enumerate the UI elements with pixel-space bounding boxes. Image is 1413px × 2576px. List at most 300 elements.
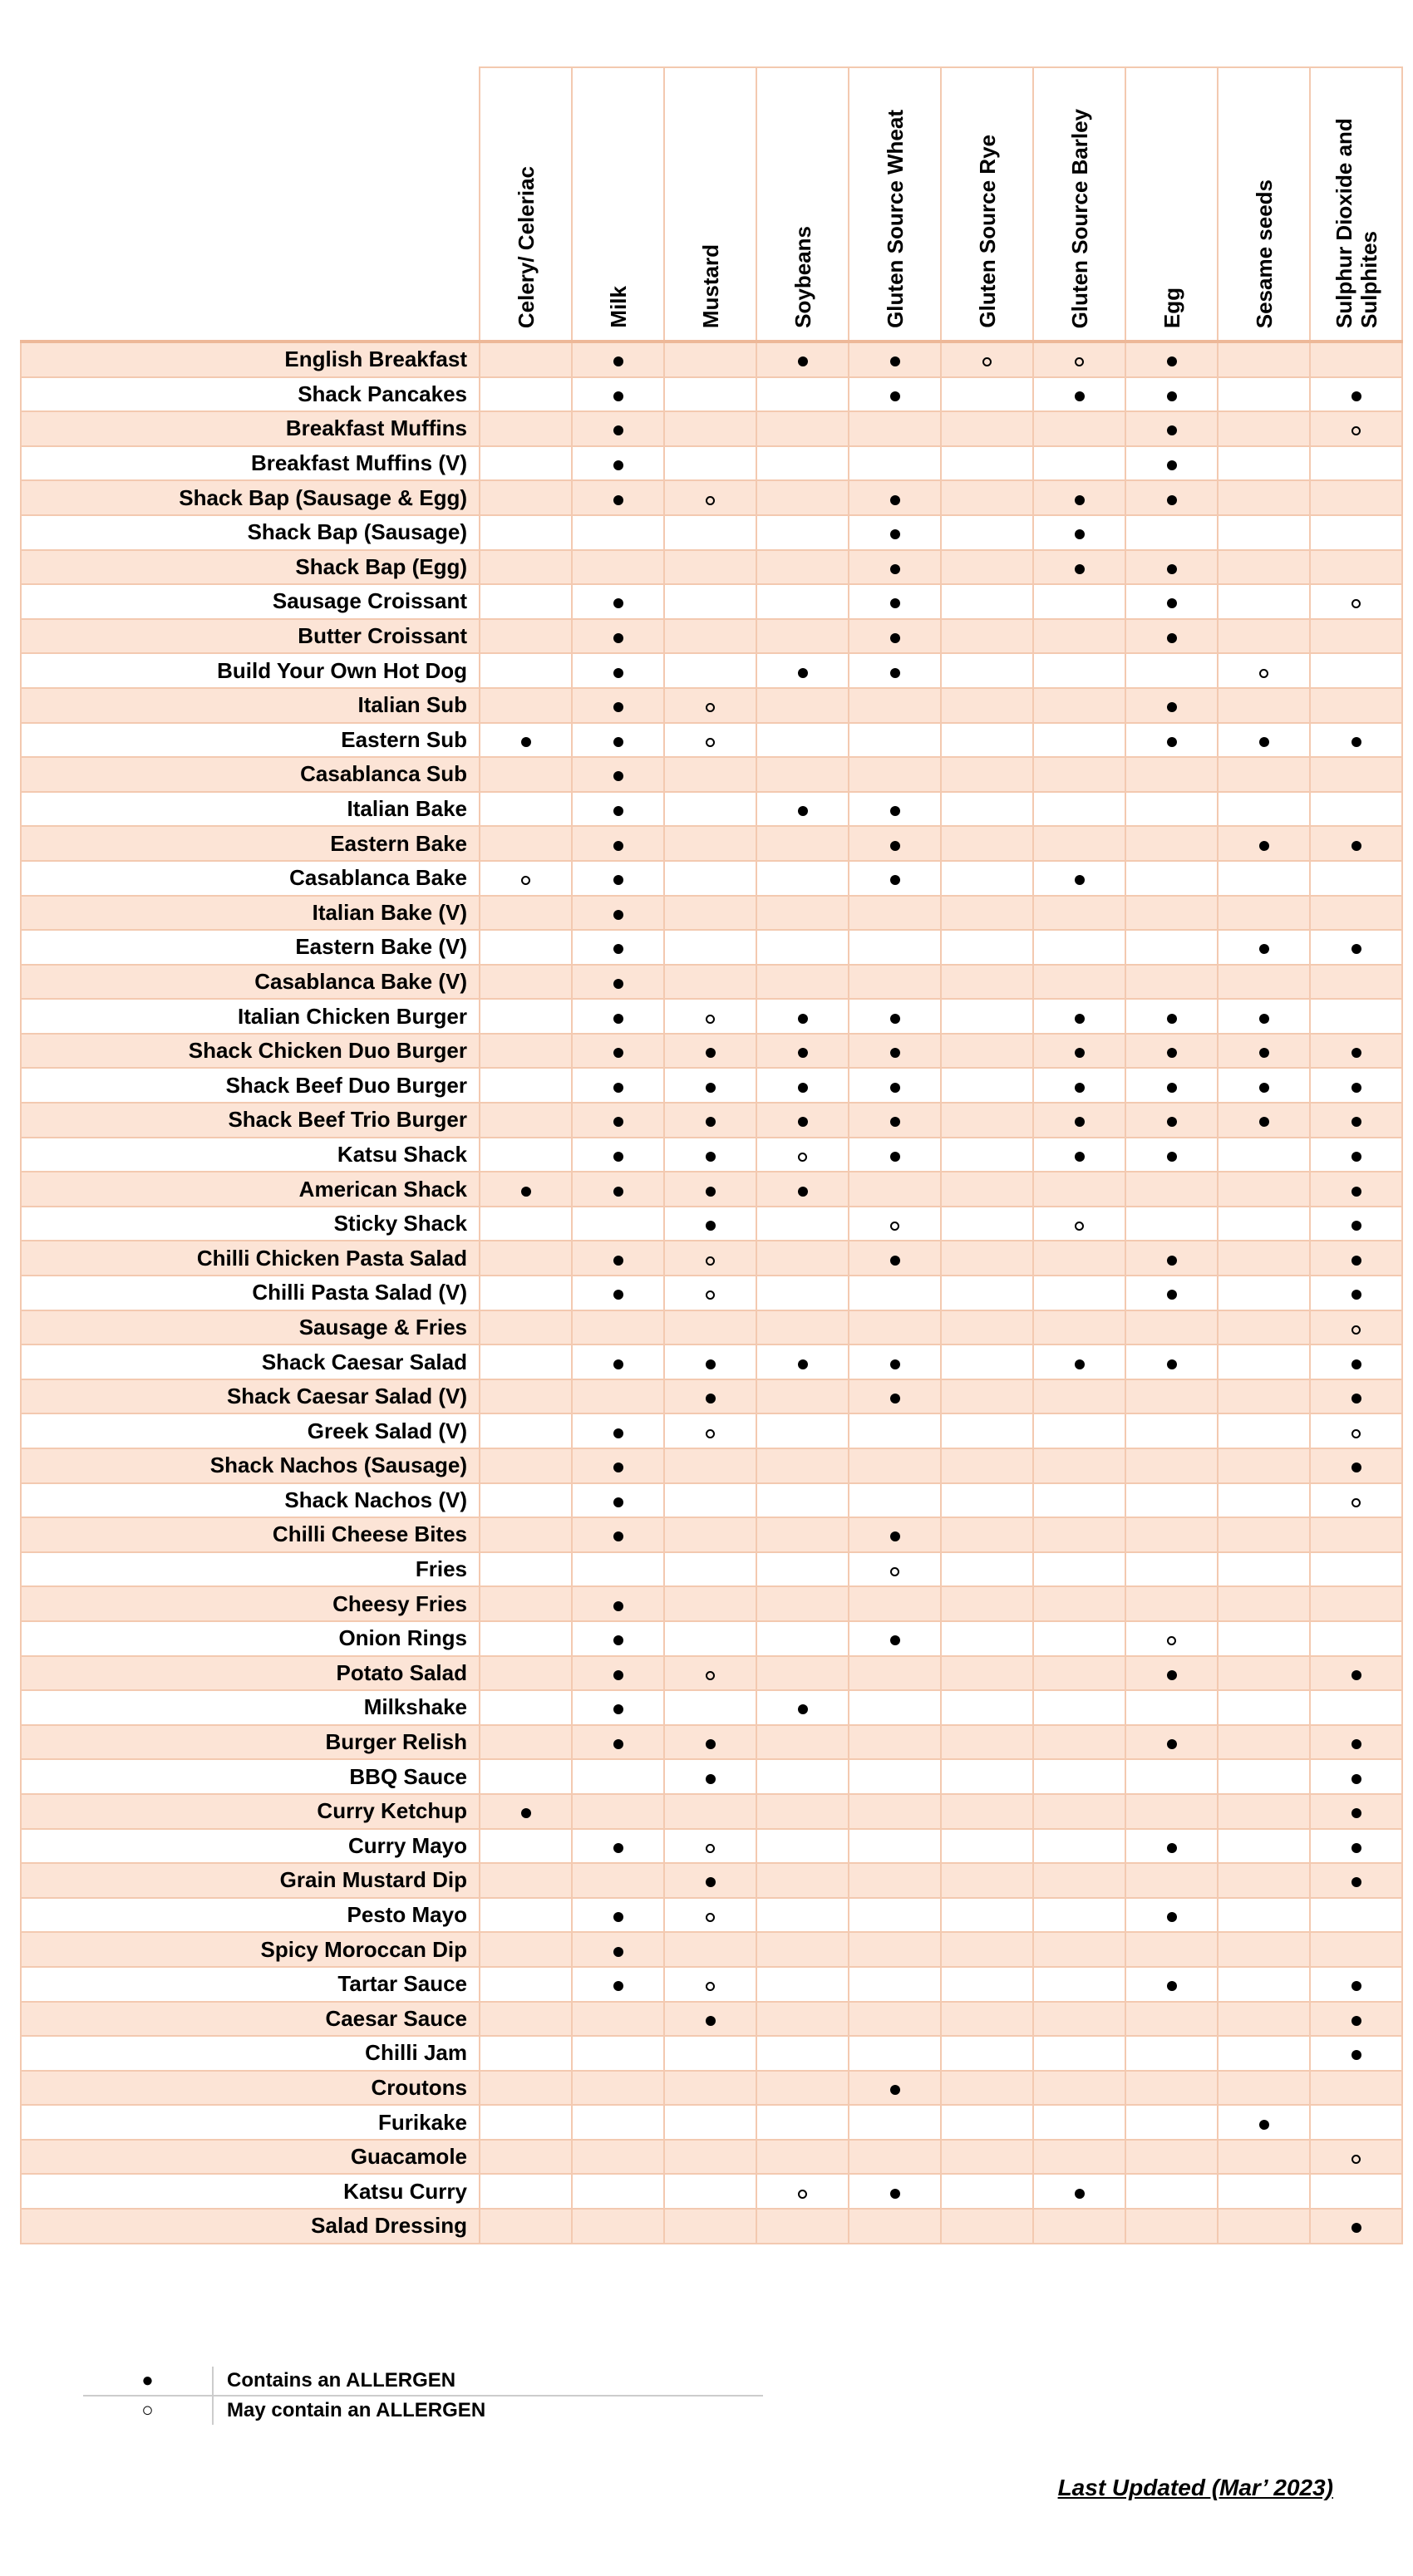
contains-mark bbox=[1167, 633, 1177, 643]
allergen-cell bbox=[664, 653, 756, 688]
table-row bbox=[21, 1068, 1402, 1103]
allergen-cell bbox=[756, 1379, 849, 1414]
allergen-cell bbox=[756, 792, 849, 827]
contains-mark bbox=[890, 598, 900, 608]
allergen-cell bbox=[1125, 1759, 1218, 1794]
contains-mark bbox=[613, 875, 623, 885]
contains-mark bbox=[1351, 1048, 1361, 1058]
contains-mark bbox=[1259, 1048, 1269, 1058]
allergen-cell bbox=[664, 1863, 756, 1898]
allergen-cell bbox=[849, 1413, 941, 1448]
allergen-cell bbox=[1033, 1207, 1125, 1241]
allergen-cell bbox=[1033, 757, 1125, 792]
contains-mark bbox=[1351, 1981, 1361, 1991]
allergen-cell bbox=[1310, 480, 1402, 515]
column-header bbox=[1218, 67, 1310, 342]
allergen-cell bbox=[480, 1898, 572, 1933]
contains-mark bbox=[1167, 737, 1177, 747]
allergen-cell bbox=[1125, 826, 1218, 861]
may-contain-mark bbox=[1167, 1636, 1176, 1645]
allergen-cell bbox=[664, 1517, 756, 1552]
contains-mark bbox=[706, 1774, 716, 1784]
allergen-cell bbox=[664, 1552, 756, 1587]
allergen-cell bbox=[1125, 1794, 1218, 1829]
allergen-cell bbox=[1218, 1690, 1310, 1725]
allergen-cell bbox=[664, 550, 756, 585]
contains-mark bbox=[613, 1428, 623, 1438]
table-row bbox=[21, 1794, 1402, 1829]
allergen-cell bbox=[756, 619, 849, 654]
allergen-cell bbox=[480, 826, 572, 861]
column-header bbox=[941, 67, 1033, 342]
allergen-cell bbox=[572, 2002, 664, 2037]
allergen-cell bbox=[1033, 480, 1125, 515]
contains-mark bbox=[613, 979, 623, 989]
contains-mark bbox=[1351, 1187, 1361, 1197]
allergen-cell bbox=[1310, 999, 1402, 1034]
allergen-cell bbox=[849, 1241, 941, 1276]
allergen-cell bbox=[941, 2140, 1033, 2175]
allergen-cell bbox=[756, 653, 849, 688]
allergen-cell bbox=[941, 1898, 1033, 1933]
allergen-cell bbox=[756, 930, 849, 965]
allergen-cell bbox=[480, 965, 572, 1000]
allergen-cell bbox=[849, 480, 941, 515]
allergen-cell bbox=[941, 1829, 1033, 1864]
allergen-cell bbox=[1125, 1379, 1218, 1414]
may-contain-mark bbox=[706, 1913, 715, 1922]
allergen-cell bbox=[572, 826, 664, 861]
allergen-cell bbox=[572, 2209, 664, 2244]
allergen-cell bbox=[572, 1517, 664, 1552]
contains-mark bbox=[1351, 1083, 1361, 1093]
contains-mark bbox=[706, 2016, 716, 2026]
menu-item-name: Cheesy Fries bbox=[21, 1586, 480, 1621]
allergen-cell bbox=[480, 2140, 572, 2175]
column-header bbox=[849, 67, 941, 342]
allergen-cell bbox=[756, 1276, 849, 1310]
contains-mark bbox=[613, 1843, 623, 1853]
contains-mark bbox=[706, 1152, 716, 1162]
allergen-cell bbox=[941, 999, 1033, 1034]
allergen-cell bbox=[756, 1586, 849, 1621]
contains-mark bbox=[1167, 1981, 1177, 1991]
allergen-cell bbox=[1218, 1552, 1310, 1587]
allergen-cell bbox=[1310, 1483, 1402, 1518]
allergen-cell bbox=[664, 1967, 756, 2002]
allergen-cell bbox=[1125, 342, 1218, 377]
allergen-cell bbox=[1310, 1345, 1402, 1379]
contains-mark bbox=[521, 737, 531, 747]
contains-mark bbox=[890, 1014, 900, 1024]
allergen-cell bbox=[1125, 1552, 1218, 1587]
allergen-cell bbox=[756, 1794, 849, 1829]
allergen-cell bbox=[572, 1725, 664, 1760]
allergen-cell bbox=[1033, 1967, 1125, 2002]
allergen-cell bbox=[1218, 792, 1310, 827]
may-contain-mark bbox=[706, 1290, 715, 1300]
allergen-cell bbox=[1218, 1138, 1310, 1172]
allergen-cell bbox=[1310, 1690, 1402, 1725]
allergen-cell bbox=[572, 1103, 664, 1138]
contains-mark bbox=[706, 1359, 716, 1369]
allergen-cell bbox=[849, 1552, 941, 1587]
allergen-cell bbox=[756, 1725, 849, 1760]
allergen-cell bbox=[941, 1552, 1033, 1587]
allergen-cell bbox=[941, 619, 1033, 654]
allergen-cell bbox=[941, 688, 1033, 723]
allergen-cell bbox=[572, 1863, 664, 1898]
contains-mark bbox=[613, 356, 623, 366]
allergen-cell bbox=[1310, 2174, 1402, 2209]
allergen-cell bbox=[1125, 584, 1218, 619]
contains-mark bbox=[1259, 1117, 1269, 1127]
contains-mark bbox=[1167, 1152, 1177, 1162]
allergen-cell bbox=[941, 584, 1033, 619]
may-contain-mark bbox=[1075, 357, 1084, 366]
allergen-cell bbox=[756, 2036, 849, 2071]
allergen-cell bbox=[849, 1932, 941, 1967]
allergen-cell bbox=[849, 826, 941, 861]
allergen-cell bbox=[1125, 619, 1218, 654]
allergen-cell bbox=[756, 861, 849, 896]
allergen-cell bbox=[572, 896, 664, 931]
contains-mark bbox=[1167, 1014, 1177, 1024]
allergen-cell bbox=[572, 999, 664, 1034]
allergen-cell bbox=[941, 757, 1033, 792]
allergen-cell bbox=[664, 930, 756, 965]
contains-mark bbox=[798, 356, 808, 366]
allergen-cell bbox=[1033, 1241, 1125, 1276]
contains-mark bbox=[613, 668, 623, 678]
menu-item-name: Croutons bbox=[21, 2071, 480, 2106]
allergen-cell bbox=[1033, 999, 1125, 1034]
allergen-cell bbox=[849, 1759, 941, 1794]
allergen-cell bbox=[1310, 2105, 1402, 2140]
table-row bbox=[21, 480, 1402, 515]
allergen-cell bbox=[572, 411, 664, 446]
allergen-cell bbox=[1310, 1967, 1402, 2002]
allergen-cell bbox=[1125, 411, 1218, 446]
contains-mark bbox=[890, 564, 900, 574]
allergen-cell bbox=[1218, 1586, 1310, 1621]
allergen-cell bbox=[849, 1310, 941, 1345]
allergen-cell bbox=[572, 1345, 664, 1379]
contains-mark bbox=[1259, 2120, 1269, 2130]
allergen-cell bbox=[756, 1207, 849, 1241]
contains-mark bbox=[613, 737, 623, 747]
allergen-cell bbox=[1125, 653, 1218, 688]
menu-item-name: Chilli Cheese Bites bbox=[21, 1517, 480, 1552]
allergen-cell bbox=[480, 619, 572, 654]
may-contain-label: May contain an ALLERGEN bbox=[227, 2399, 486, 2421]
allergen-cell bbox=[756, 1863, 849, 1898]
table-row bbox=[21, 1276, 1402, 1310]
allergen-cell bbox=[1033, 1690, 1125, 1725]
allergen-cell bbox=[1310, 723, 1402, 758]
table-row bbox=[21, 653, 1402, 688]
allergen-cell bbox=[1125, 688, 1218, 723]
allergen-cell bbox=[1033, 896, 1125, 931]
menu-item-name: Breakfast Muffins bbox=[21, 411, 480, 446]
column-header-label: Gluten Source Barley bbox=[1066, 108, 1092, 328]
allergen-cell bbox=[849, 1621, 941, 1656]
allergen-cell bbox=[480, 1172, 572, 1207]
allergen-cell bbox=[1125, 1207, 1218, 1241]
allergen-cell bbox=[849, 1172, 941, 1207]
contains-mark bbox=[613, 495, 623, 505]
table-row bbox=[21, 2071, 1402, 2106]
allergen-cell bbox=[572, 515, 664, 550]
contains-mark bbox=[798, 1048, 808, 1058]
contains-mark bbox=[1167, 1083, 1177, 1093]
table-row bbox=[21, 1759, 1402, 1794]
table-row bbox=[21, 930, 1402, 965]
allergen-cell bbox=[664, 1759, 756, 1794]
allergen-cell bbox=[941, 1794, 1033, 1829]
allergen-cell bbox=[1310, 2036, 1402, 2071]
allergen-cell bbox=[664, 1172, 756, 1207]
allergen-cell bbox=[664, 1448, 756, 1483]
allergen-cell bbox=[1310, 1103, 1402, 1138]
allergen-cell bbox=[480, 1863, 572, 1898]
allergen-cell bbox=[480, 377, 572, 412]
menu-item-name: Chilli Jam bbox=[21, 2036, 480, 2071]
menu-item-name: Shack Beef Duo Burger bbox=[21, 1068, 480, 1103]
contains-mark bbox=[1351, 1117, 1361, 1127]
may-contain-mark bbox=[706, 1429, 715, 1438]
allergen-cell bbox=[480, 1207, 572, 1241]
allergen-cell bbox=[480, 1034, 572, 1069]
allergen-cell bbox=[664, 1138, 756, 1172]
table-header bbox=[21, 67, 1402, 342]
table-row bbox=[21, 342, 1402, 377]
allergen-cell bbox=[480, 653, 572, 688]
allergen-cell bbox=[1218, 757, 1310, 792]
table-row bbox=[21, 411, 1402, 446]
allergen-cell bbox=[1125, 1725, 1218, 1760]
allergen-cell bbox=[572, 1207, 664, 1241]
menu-item-name: Pesto Mayo bbox=[21, 1898, 480, 1933]
allergen-cell bbox=[849, 2174, 941, 2209]
allergen-cell bbox=[1125, 2002, 1218, 2037]
contains-mark bbox=[1351, 1152, 1361, 1162]
menu-item-name: Burger Relish bbox=[21, 1725, 480, 1760]
contains-mark bbox=[1075, 391, 1085, 401]
allergen-cell bbox=[664, 1345, 756, 1379]
allergen-cell bbox=[1033, 930, 1125, 965]
allergen-cell bbox=[572, 2071, 664, 2106]
allergen-cell bbox=[572, 1829, 664, 1864]
contains-mark bbox=[1167, 495, 1177, 505]
column-header bbox=[1125, 67, 1218, 342]
allergen-cell bbox=[480, 2036, 572, 2071]
table-row bbox=[21, 2140, 1402, 2175]
allergen-cell bbox=[1218, 1794, 1310, 1829]
contains-mark bbox=[706, 1083, 716, 1093]
table-row bbox=[21, 861, 1402, 896]
allergen-cell bbox=[1125, 757, 1218, 792]
allergen-cell bbox=[664, 1379, 756, 1414]
allergen-cell bbox=[849, 723, 941, 758]
contains-mark bbox=[1259, 737, 1269, 747]
contains-mark bbox=[1351, 1463, 1361, 1472]
allergen-cell bbox=[1310, 1034, 1402, 1069]
allergen-cell bbox=[572, 723, 664, 758]
menu-item-name: Casablanca Sub bbox=[21, 757, 480, 792]
allergen-cell bbox=[1125, 2140, 1218, 2175]
contains-mark bbox=[613, 1463, 623, 1472]
contains-mark bbox=[1351, 1359, 1361, 1369]
allergen-cell bbox=[941, 2036, 1033, 2071]
allergen-cell bbox=[480, 2174, 572, 2209]
allergen-cell bbox=[1125, 1172, 1218, 1207]
allergen-cell bbox=[1125, 792, 1218, 827]
contains-mark bbox=[613, 841, 623, 851]
allergen-cell bbox=[756, 1483, 849, 1518]
allergen-cell bbox=[1310, 1829, 1402, 1864]
allergen-cell bbox=[1310, 930, 1402, 965]
allergen-cell bbox=[664, 1310, 756, 1345]
menu-item-name: Build Your Own Hot Dog bbox=[21, 653, 480, 688]
allergen-cell bbox=[941, 1207, 1033, 1241]
may-contain-mark bbox=[706, 703, 715, 712]
allergen-cell bbox=[572, 1552, 664, 1587]
table-row bbox=[21, 1034, 1402, 1069]
allergen-cell bbox=[849, 1690, 941, 1725]
contains-mark bbox=[1075, 1359, 1085, 1369]
allergen-cell bbox=[756, 446, 849, 481]
column-header bbox=[1310, 67, 1402, 342]
allergen-cell bbox=[941, 1759, 1033, 1794]
allergen-cell bbox=[480, 861, 572, 896]
contains-mark bbox=[1351, 841, 1361, 851]
contains-mark bbox=[890, 806, 900, 816]
allergen-cell bbox=[1033, 2071, 1125, 2106]
allergen-cell bbox=[756, 1898, 849, 1933]
allergen-cell bbox=[664, 2036, 756, 2071]
table-row bbox=[21, 446, 1402, 481]
allergen-cell bbox=[756, 1552, 849, 1587]
allergen-cell bbox=[1310, 550, 1402, 585]
allergen-cell bbox=[849, 1276, 941, 1310]
contains-mark bbox=[890, 529, 900, 539]
allergen-cell bbox=[1125, 1448, 1218, 1483]
allergen-cell bbox=[1218, 1103, 1310, 1138]
allergen-cell bbox=[572, 1621, 664, 1656]
allergen-cell bbox=[664, 688, 756, 723]
allergen-cell bbox=[1310, 1863, 1402, 1898]
allergen-cell bbox=[1033, 1932, 1125, 1967]
allergen-cell bbox=[1218, 1863, 1310, 1898]
allergen-cell bbox=[1310, 1552, 1402, 1587]
allergen-cell bbox=[756, 1241, 849, 1276]
allergen-cell bbox=[572, 1483, 664, 1518]
contains-mark bbox=[1075, 529, 1085, 539]
allergen-cell bbox=[849, 584, 941, 619]
allergen-cell bbox=[941, 861, 1033, 896]
allergen-cell bbox=[572, 861, 664, 896]
allergen-cell bbox=[480, 896, 572, 931]
allergen-cell bbox=[941, 550, 1033, 585]
header-row bbox=[21, 67, 1402, 342]
contains-mark bbox=[1351, 1739, 1361, 1749]
contains-mark bbox=[613, 1256, 623, 1266]
allergen-cell bbox=[480, 1241, 572, 1276]
allergen-cell bbox=[756, 480, 849, 515]
allergen-cell bbox=[756, 377, 849, 412]
allergen-cell bbox=[941, 965, 1033, 1000]
allergen-cell bbox=[480, 550, 572, 585]
allergen-cell bbox=[1218, 342, 1310, 377]
allergen-cell bbox=[1218, 1068, 1310, 1103]
allergen-cell bbox=[1218, 2002, 1310, 2037]
allergen-cell bbox=[1218, 584, 1310, 619]
contains-mark bbox=[890, 356, 900, 366]
allergen-cell bbox=[1310, 1310, 1402, 1345]
allergen-cell bbox=[480, 1656, 572, 1691]
allergen-cell bbox=[480, 1379, 572, 1414]
allergen-cell bbox=[849, 619, 941, 654]
contains-mark bbox=[613, 1359, 623, 1369]
allergen-cell bbox=[1033, 2105, 1125, 2140]
allergen-cell bbox=[1125, 2036, 1218, 2071]
allergen-cell bbox=[941, 2002, 1033, 2037]
allergen-cell bbox=[941, 446, 1033, 481]
menu-item-name: Fries bbox=[21, 1552, 480, 1587]
allergen-cell bbox=[756, 411, 849, 446]
menu-item-name: Shack Caesar Salad bbox=[21, 1345, 480, 1379]
allergen-cell bbox=[1218, 619, 1310, 654]
allergen-cell bbox=[849, 377, 941, 412]
allergen-cell bbox=[1125, 550, 1218, 585]
allergen-cell bbox=[1310, 446, 1402, 481]
menu-item-name: Shack Beef Trio Burger bbox=[21, 1103, 480, 1138]
may-contain-mark bbox=[706, 496, 715, 505]
allergen-cell bbox=[756, 1413, 849, 1448]
allergen-cell bbox=[572, 1794, 664, 1829]
allergen-cell bbox=[756, 1034, 849, 1069]
allergen-cell bbox=[1125, 1034, 1218, 1069]
allergen-cell bbox=[1310, 1621, 1402, 1656]
table-row bbox=[21, 619, 1402, 654]
allergen-cell bbox=[849, 2036, 941, 2071]
contains-mark bbox=[613, 1187, 623, 1197]
allergen-cell bbox=[941, 826, 1033, 861]
allergen-cell bbox=[941, 1103, 1033, 1138]
allergen-cell bbox=[756, 2140, 849, 2175]
allergen-cell bbox=[480, 2071, 572, 2106]
allergen-cell bbox=[480, 1621, 572, 1656]
allergen-cell bbox=[664, 377, 756, 412]
allergen-cell bbox=[480, 688, 572, 723]
allergen-cell bbox=[1125, 1621, 1218, 1656]
table-row bbox=[21, 688, 1402, 723]
column-header-label: Soybeans bbox=[790, 226, 815, 328]
table-row bbox=[21, 1586, 1402, 1621]
allergen-cell bbox=[849, 1138, 941, 1172]
menu-item-name: Chilli Pasta Salad (V) bbox=[21, 1276, 480, 1310]
contains-mark bbox=[890, 2189, 900, 2199]
may-contain-mark bbox=[521, 876, 530, 885]
contains-mark bbox=[1167, 391, 1177, 401]
allergen-cell bbox=[849, 653, 941, 688]
contains-mark bbox=[1259, 1014, 1269, 1024]
menu-item-name: Butter Croissant bbox=[21, 619, 480, 654]
allergen-cell bbox=[1218, 2174, 1310, 2209]
allergen-cell bbox=[1033, 342, 1125, 377]
allergen-cell bbox=[1218, 1413, 1310, 1448]
